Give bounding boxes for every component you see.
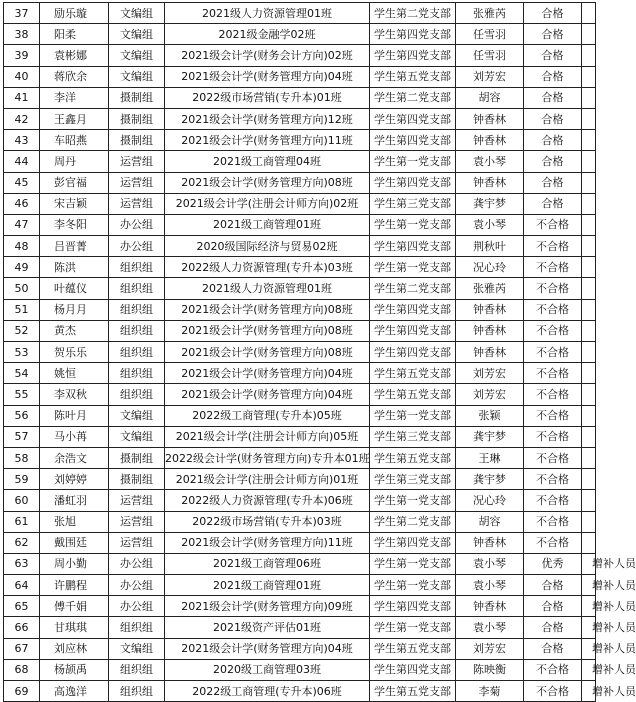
group-cell: 文编组 bbox=[109, 45, 165, 66]
index-cell: 40 bbox=[4, 66, 40, 87]
branch-cell: 学生第一党支部 bbox=[370, 617, 456, 638]
class-cell: 2021级会计学(财务管理方向)08班 bbox=[165, 172, 370, 193]
contact-cell: 刘芳宏 bbox=[456, 66, 524, 87]
group-cell: 文编组 bbox=[109, 66, 165, 87]
note-cell bbox=[582, 214, 596, 235]
index-cell: 63 bbox=[4, 553, 40, 574]
class-cell: 2022级工商管理(专升本)05班 bbox=[165, 405, 370, 426]
contact-cell: 刘芳宏 bbox=[456, 384, 524, 405]
branch-cell: 学生第二党支部 bbox=[370, 3, 456, 24]
member-table bbox=[3, 2, 636, 702]
contact-cell: 钟香林 bbox=[456, 130, 524, 151]
class-cell: 2022级市场营销(专升本)01班 bbox=[165, 87, 370, 108]
table-row bbox=[4, 638, 596, 659]
contact-cell: 钟香林 bbox=[456, 532, 524, 553]
group-cell: 组织组 bbox=[109, 617, 165, 638]
class-cell: 2022级会计学(财务管理方向)专升本01班 bbox=[165, 447, 370, 468]
name-cell: 彭官福 bbox=[40, 172, 109, 193]
branch-cell: 学生第二党支部 bbox=[370, 278, 456, 299]
branch-cell: 学生第四党支部 bbox=[370, 532, 456, 553]
table-row bbox=[4, 363, 596, 384]
class-cell: 2021级金融学02班 bbox=[165, 24, 370, 45]
table-row bbox=[4, 342, 596, 363]
table-row bbox=[4, 278, 596, 299]
note-cell bbox=[582, 66, 596, 87]
name-cell: 戴围廷 bbox=[40, 532, 109, 553]
group-cell: 摄制组 bbox=[109, 108, 165, 129]
branch-cell: 学生第四党支部 bbox=[370, 24, 456, 45]
branch-cell: 学生第四党支部 bbox=[370, 108, 456, 129]
index-cell: 41 bbox=[4, 87, 40, 108]
contact-cell: 钟香林 bbox=[456, 299, 524, 320]
group-cell: 组织组 bbox=[109, 320, 165, 341]
class-cell: 2022级人力资源管理(专升本)06班 bbox=[165, 490, 370, 511]
class-cell: 2021级会计学(财务管理方向)08班 bbox=[165, 320, 370, 341]
contact-cell: 张雅芮 bbox=[456, 3, 524, 24]
index-cell: 66 bbox=[4, 617, 40, 638]
index-cell: 57 bbox=[4, 426, 40, 447]
branch-cell: 学生第五党支部 bbox=[370, 66, 456, 87]
contact-cell: 张雅芮 bbox=[456, 278, 524, 299]
result-cell: 合格 bbox=[524, 45, 582, 66]
group-cell: 运营组 bbox=[109, 511, 165, 532]
group-cell: 组织组 bbox=[109, 659, 165, 680]
note-cell bbox=[582, 236, 596, 257]
group-cell: 运营组 bbox=[109, 490, 165, 511]
contact-cell: 任雪羽 bbox=[456, 45, 524, 66]
name-cell: 甘琪琪 bbox=[40, 617, 109, 638]
table-row bbox=[4, 596, 596, 617]
class-cell: 2021级资产评估01班 bbox=[165, 617, 370, 638]
index-cell: 39 bbox=[4, 45, 40, 66]
note-cell bbox=[582, 24, 596, 45]
index-cell: 47 bbox=[4, 214, 40, 235]
branch-cell: 学生第五党支部 bbox=[370, 638, 456, 659]
index-cell: 43 bbox=[4, 130, 40, 151]
branch-cell: 学生第一党支部 bbox=[370, 490, 456, 511]
class-cell: 2021级工商管理06班 bbox=[165, 553, 370, 574]
index-cell: 42 bbox=[4, 108, 40, 129]
name-cell: 阳柔 bbox=[40, 24, 109, 45]
class-cell: 2021级会计学(注册会计师方向)02班 bbox=[165, 193, 370, 214]
class-cell: 2021级会计学(财务会计方向)02班 bbox=[165, 45, 370, 66]
index-cell: 48 bbox=[4, 236, 40, 257]
branch-cell: 学生第四党支部 bbox=[370, 45, 456, 66]
branch-cell: 学生第四党支部 bbox=[370, 172, 456, 193]
note-cell bbox=[582, 426, 596, 447]
table-row bbox=[4, 511, 596, 532]
note-cell bbox=[582, 447, 596, 468]
index-cell: 53 bbox=[4, 342, 40, 363]
table-row bbox=[4, 257, 596, 278]
class-cell: 2021级人力资源管理01班 bbox=[165, 3, 370, 24]
group-cell: 办公组 bbox=[109, 596, 165, 617]
note-cell bbox=[582, 45, 596, 66]
contact-cell: 钟香林 bbox=[456, 320, 524, 341]
name-cell: 姚恒 bbox=[40, 363, 109, 384]
index-cell: 59 bbox=[4, 469, 40, 490]
result-cell: 合格 bbox=[524, 596, 582, 617]
table-row bbox=[4, 108, 596, 129]
table-row bbox=[4, 151, 596, 172]
group-cell: 摄制组 bbox=[109, 87, 165, 108]
branch-cell: 学生第一党支部 bbox=[370, 257, 456, 278]
contact-cell: 李菊 bbox=[456, 681, 524, 702]
note-cell bbox=[582, 532, 596, 553]
table-row bbox=[4, 3, 596, 24]
branch-cell: 学生第四党支部 bbox=[370, 596, 456, 617]
name-cell: 李冬阳 bbox=[40, 214, 109, 235]
index-cell: 55 bbox=[4, 384, 40, 405]
name-cell: 周小勤 bbox=[40, 553, 109, 574]
branch-cell: 学生第五党支部 bbox=[370, 447, 456, 468]
table-row bbox=[4, 172, 596, 193]
branch-cell: 学生第一党支部 bbox=[370, 151, 456, 172]
index-cell: 50 bbox=[4, 278, 40, 299]
name-cell: 傅千娟 bbox=[40, 596, 109, 617]
branch-cell: 学生第二党支部 bbox=[370, 87, 456, 108]
contact-cell: 袁小琴 bbox=[456, 617, 524, 638]
contact-cell: 钟香林 bbox=[456, 108, 524, 129]
contact-cell: 袁小琴 bbox=[456, 214, 524, 235]
group-cell: 摄制组 bbox=[109, 447, 165, 468]
branch-cell: 学生第二党支部 bbox=[370, 511, 456, 532]
contact-cell: 王琳 bbox=[456, 447, 524, 468]
contact-cell: 胡容 bbox=[456, 511, 524, 532]
name-cell: 杨月月 bbox=[40, 299, 109, 320]
class-cell: 2021级会计学(财务管理方向)08班 bbox=[165, 342, 370, 363]
name-cell: 高逸洋 bbox=[40, 681, 109, 702]
table-row bbox=[4, 405, 596, 426]
branch-cell: 学生第三党支部 bbox=[370, 426, 456, 447]
name-cell: 吕晋菁 bbox=[40, 236, 109, 257]
contact-cell: 龚宇梦 bbox=[456, 469, 524, 490]
class-cell: 2021级会计学(财务管理方向)12班 bbox=[165, 108, 370, 129]
result-cell: 不合格 bbox=[524, 257, 582, 278]
result-cell: 不合格 bbox=[524, 320, 582, 341]
class-cell: 2021级工商管理01班 bbox=[165, 575, 370, 596]
contact-cell: 钟香林 bbox=[456, 596, 524, 617]
index-cell: 68 bbox=[4, 659, 40, 680]
table-row bbox=[4, 87, 596, 108]
class-cell: 2021级会计学(财务管理方向)09班 bbox=[165, 596, 370, 617]
note-cell bbox=[582, 193, 596, 214]
branch-cell: 学生第一党支部 bbox=[370, 405, 456, 426]
table-row bbox=[4, 617, 596, 638]
table-row bbox=[4, 384, 596, 405]
table-row bbox=[4, 553, 596, 574]
result-cell: 合格 bbox=[524, 66, 582, 87]
result-cell: 合格 bbox=[524, 87, 582, 108]
class-cell: 2021级会计学(财务管理方向)04班 bbox=[165, 363, 370, 384]
branch-cell: 学生第五党支部 bbox=[370, 363, 456, 384]
index-cell: 67 bbox=[4, 638, 40, 659]
name-cell: 励乐璇 bbox=[40, 3, 109, 24]
contact-cell: 胡容 bbox=[456, 87, 524, 108]
branch-cell: 学生第四党支部 bbox=[370, 320, 456, 341]
group-cell: 文编组 bbox=[109, 24, 165, 45]
class-cell: 2021级会计学(财务管理方向)08班 bbox=[165, 299, 370, 320]
contact-cell: 荆秋叶 bbox=[456, 236, 524, 257]
index-cell: 56 bbox=[4, 405, 40, 426]
note-cell: 增补人员 bbox=[582, 659, 596, 680]
index-cell: 60 bbox=[4, 490, 40, 511]
result-cell: 不合格 bbox=[524, 278, 582, 299]
branch-cell: 学生第四党支部 bbox=[370, 236, 456, 257]
result-cell: 不合格 bbox=[524, 214, 582, 235]
table-row bbox=[4, 66, 596, 87]
result-cell: 不合格 bbox=[524, 342, 582, 363]
note-cell bbox=[582, 3, 596, 24]
class-cell: 2021级人力资源管理01班 bbox=[165, 278, 370, 299]
table-row bbox=[4, 236, 596, 257]
group-cell: 办公组 bbox=[109, 214, 165, 235]
group-cell: 运营组 bbox=[109, 151, 165, 172]
table-row bbox=[4, 659, 596, 680]
result-cell: 不合格 bbox=[524, 405, 582, 426]
group-cell: 办公组 bbox=[109, 575, 165, 596]
result-cell: 合格 bbox=[524, 130, 582, 151]
group-cell: 组织组 bbox=[109, 299, 165, 320]
result-cell: 不合格 bbox=[524, 236, 582, 257]
name-cell: 车昭燕 bbox=[40, 130, 109, 151]
index-cell: 49 bbox=[4, 257, 40, 278]
branch-cell: 学生第四党支部 bbox=[370, 659, 456, 680]
result-cell: 合格 bbox=[524, 617, 582, 638]
table-row bbox=[4, 490, 596, 511]
note-cell bbox=[582, 511, 596, 532]
contact-cell: 刘芳宏 bbox=[456, 363, 524, 384]
table-row bbox=[4, 447, 596, 468]
index-cell: 46 bbox=[4, 193, 40, 214]
contact-cell: 钟香林 bbox=[456, 172, 524, 193]
group-cell: 组织组 bbox=[109, 384, 165, 405]
name-cell: 刘应林 bbox=[40, 638, 109, 659]
note-cell bbox=[582, 278, 596, 299]
table-row bbox=[4, 681, 596, 702]
branch-cell: 学生第五党支部 bbox=[370, 384, 456, 405]
index-cell: 69 bbox=[4, 681, 40, 702]
group-cell: 摄制组 bbox=[109, 130, 165, 151]
branch-cell: 学生第四党支部 bbox=[370, 299, 456, 320]
name-cell: 王鑫月 bbox=[40, 108, 109, 129]
result-cell: 合格 bbox=[524, 193, 582, 214]
group-cell: 组织组 bbox=[109, 681, 165, 702]
note-cell bbox=[582, 490, 596, 511]
note-cell: 增补人员 bbox=[582, 617, 596, 638]
table-row bbox=[4, 193, 596, 214]
class-cell: 2022级工商管理(专升本)06班 bbox=[165, 681, 370, 702]
name-cell: 潘虹羽 bbox=[40, 490, 109, 511]
name-cell: 许鹏程 bbox=[40, 575, 109, 596]
name-cell: 陈叶月 bbox=[40, 405, 109, 426]
result-cell: 不合格 bbox=[524, 532, 582, 553]
result-cell: 不合格 bbox=[524, 299, 582, 320]
index-cell: 62 bbox=[4, 532, 40, 553]
index-cell: 38 bbox=[4, 24, 40, 45]
contact-cell: 张颖 bbox=[456, 405, 524, 426]
group-cell: 办公组 bbox=[109, 553, 165, 574]
note-cell bbox=[582, 151, 596, 172]
contact-cell: 袁小琴 bbox=[456, 575, 524, 596]
branch-cell: 学生第一党支部 bbox=[370, 553, 456, 574]
note-cell bbox=[582, 257, 596, 278]
class-cell: 2021级工商管理04班 bbox=[165, 151, 370, 172]
group-cell: 文编组 bbox=[109, 3, 165, 24]
index-cell: 65 bbox=[4, 596, 40, 617]
index-cell: 64 bbox=[4, 575, 40, 596]
name-cell: 马小苒 bbox=[40, 426, 109, 447]
index-cell: 61 bbox=[4, 511, 40, 532]
class-cell: 2021级会计学(注册会计师方向)05班 bbox=[165, 426, 370, 447]
index-cell: 44 bbox=[4, 151, 40, 172]
contact-cell: 况心玲 bbox=[456, 257, 524, 278]
result-cell: 合格 bbox=[524, 108, 582, 129]
table-row bbox=[4, 320, 596, 341]
result-cell: 合格 bbox=[524, 172, 582, 193]
result-cell: 不合格 bbox=[524, 384, 582, 405]
result-cell: 不合格 bbox=[524, 681, 582, 702]
group-cell: 文编组 bbox=[109, 426, 165, 447]
group-cell: 摄制组 bbox=[109, 469, 165, 490]
name-cell: 黄杰 bbox=[40, 320, 109, 341]
branch-cell: 学生第一党支部 bbox=[370, 214, 456, 235]
name-cell: 蒋欣余 bbox=[40, 66, 109, 87]
contact-cell: 袁小琴 bbox=[456, 553, 524, 574]
group-cell: 文编组 bbox=[109, 638, 165, 659]
contact-cell: 任雪羽 bbox=[456, 24, 524, 45]
result-cell: 不合格 bbox=[524, 659, 582, 680]
result-cell: 合格 bbox=[524, 24, 582, 45]
table-row bbox=[4, 130, 596, 151]
result-cell: 不合格 bbox=[524, 426, 582, 447]
result-cell: 不合格 bbox=[524, 511, 582, 532]
note-cell bbox=[582, 384, 596, 405]
group-cell: 组织组 bbox=[109, 342, 165, 363]
table-row bbox=[4, 575, 596, 596]
branch-cell: 学生第三党支部 bbox=[370, 193, 456, 214]
member-table-body bbox=[4, 3, 636, 702]
note-cell: 增补人员 bbox=[582, 553, 596, 574]
name-cell: 张旭 bbox=[40, 511, 109, 532]
class-cell: 2022级人力资源管理(专升本)03班 bbox=[165, 257, 370, 278]
result-cell: 优秀 bbox=[524, 553, 582, 574]
table-row bbox=[4, 299, 596, 320]
table-row bbox=[4, 469, 596, 490]
name-cell: 叶蕴仪 bbox=[40, 278, 109, 299]
note-cell: 增补人员 bbox=[582, 638, 596, 659]
contact-cell: 袁小琴 bbox=[456, 151, 524, 172]
note-cell bbox=[582, 342, 596, 363]
note-cell: 增补人员 bbox=[582, 575, 596, 596]
contact-cell: 龚宇梦 bbox=[456, 426, 524, 447]
note-cell bbox=[582, 130, 596, 151]
group-cell: 运营组 bbox=[109, 532, 165, 553]
note-cell: 增补人员 bbox=[582, 681, 596, 702]
class-cell: 2021级会计学(财务管理方向)11班 bbox=[165, 130, 370, 151]
branch-cell: 学生第四党支部 bbox=[370, 130, 456, 151]
table-row bbox=[4, 45, 596, 66]
note-cell bbox=[582, 469, 596, 490]
name-cell: 陈洪 bbox=[40, 257, 109, 278]
branch-cell: 学生第一党支部 bbox=[370, 575, 456, 596]
class-cell: 2021级会计学(财务管理方向)04班 bbox=[165, 638, 370, 659]
class-cell: 2021级会计学(财务管理方向)04班 bbox=[165, 66, 370, 87]
name-cell: 李洋 bbox=[40, 87, 109, 108]
index-cell: 58 bbox=[4, 447, 40, 468]
class-cell: 2020级工商管理03班 bbox=[165, 659, 370, 680]
note-cell bbox=[582, 108, 596, 129]
class-cell: 2021级会计学(注册会计师方向)01班 bbox=[165, 469, 370, 490]
contact-cell: 陈映衡 bbox=[456, 659, 524, 680]
index-cell: 51 bbox=[4, 299, 40, 320]
name-cell: 宋吉颖 bbox=[40, 193, 109, 214]
note-cell bbox=[582, 172, 596, 193]
group-cell: 组织组 bbox=[109, 278, 165, 299]
branch-cell: 学生第三党支部 bbox=[370, 469, 456, 490]
name-cell: 贺乐乐 bbox=[40, 342, 109, 363]
class-cell: 2020级国际经济与贸易02班 bbox=[165, 236, 370, 257]
note-cell bbox=[582, 363, 596, 384]
result-cell: 不合格 bbox=[524, 490, 582, 511]
index-cell: 52 bbox=[4, 320, 40, 341]
name-cell: 袁彬娜 bbox=[40, 45, 109, 66]
index-cell: 37 bbox=[4, 3, 40, 24]
table-row bbox=[4, 532, 596, 553]
result-cell: 合格 bbox=[524, 638, 582, 659]
group-cell: 组织组 bbox=[109, 363, 165, 384]
table-row bbox=[4, 426, 596, 447]
result-cell: 不合格 bbox=[524, 469, 582, 490]
note-cell bbox=[582, 87, 596, 108]
result-cell: 合格 bbox=[524, 3, 582, 24]
class-cell: 2021级会计学(财务管理方向)11班 bbox=[165, 532, 370, 553]
name-cell: 周丹 bbox=[40, 151, 109, 172]
class-cell: 2021级工商管理01班 bbox=[165, 214, 370, 235]
name-cell: 杨颉禹 bbox=[40, 659, 109, 680]
note-cell: 增补人员 bbox=[582, 596, 596, 617]
result-cell: 合格 bbox=[524, 575, 582, 596]
name-cell: 余浩文 bbox=[40, 447, 109, 468]
index-cell: 45 bbox=[4, 172, 40, 193]
group-cell: 运营组 bbox=[109, 172, 165, 193]
contact-cell: 刘芳宏 bbox=[456, 638, 524, 659]
note-cell bbox=[582, 320, 596, 341]
branch-cell: 学生第四党支部 bbox=[370, 342, 456, 363]
group-cell: 办公组 bbox=[109, 236, 165, 257]
result-cell: 不合格 bbox=[524, 447, 582, 468]
name-cell: 刘婷婷 bbox=[40, 469, 109, 490]
note-cell bbox=[582, 405, 596, 426]
index-cell: 54 bbox=[4, 363, 40, 384]
class-cell: 2021级会计学(财务管理方向)04班 bbox=[165, 384, 370, 405]
name-cell: 李双秋 bbox=[40, 384, 109, 405]
table-row bbox=[4, 214, 596, 235]
branch-cell: 学生第五党支部 bbox=[370, 681, 456, 702]
contact-cell: 龚宇梦 bbox=[456, 193, 524, 214]
note-cell bbox=[582, 299, 596, 320]
group-cell: 运营组 bbox=[109, 193, 165, 214]
result-cell: 不合格 bbox=[524, 363, 582, 384]
group-cell: 文编组 bbox=[109, 405, 165, 426]
contact-cell: 况心玲 bbox=[456, 490, 524, 511]
class-cell: 2022级市场营销(专升本)03班 bbox=[165, 511, 370, 532]
contact-cell: 钟香林 bbox=[456, 342, 524, 363]
result-cell: 合格 bbox=[524, 151, 582, 172]
group-cell: 组织组 bbox=[109, 257, 165, 278]
table-row bbox=[4, 24, 596, 45]
